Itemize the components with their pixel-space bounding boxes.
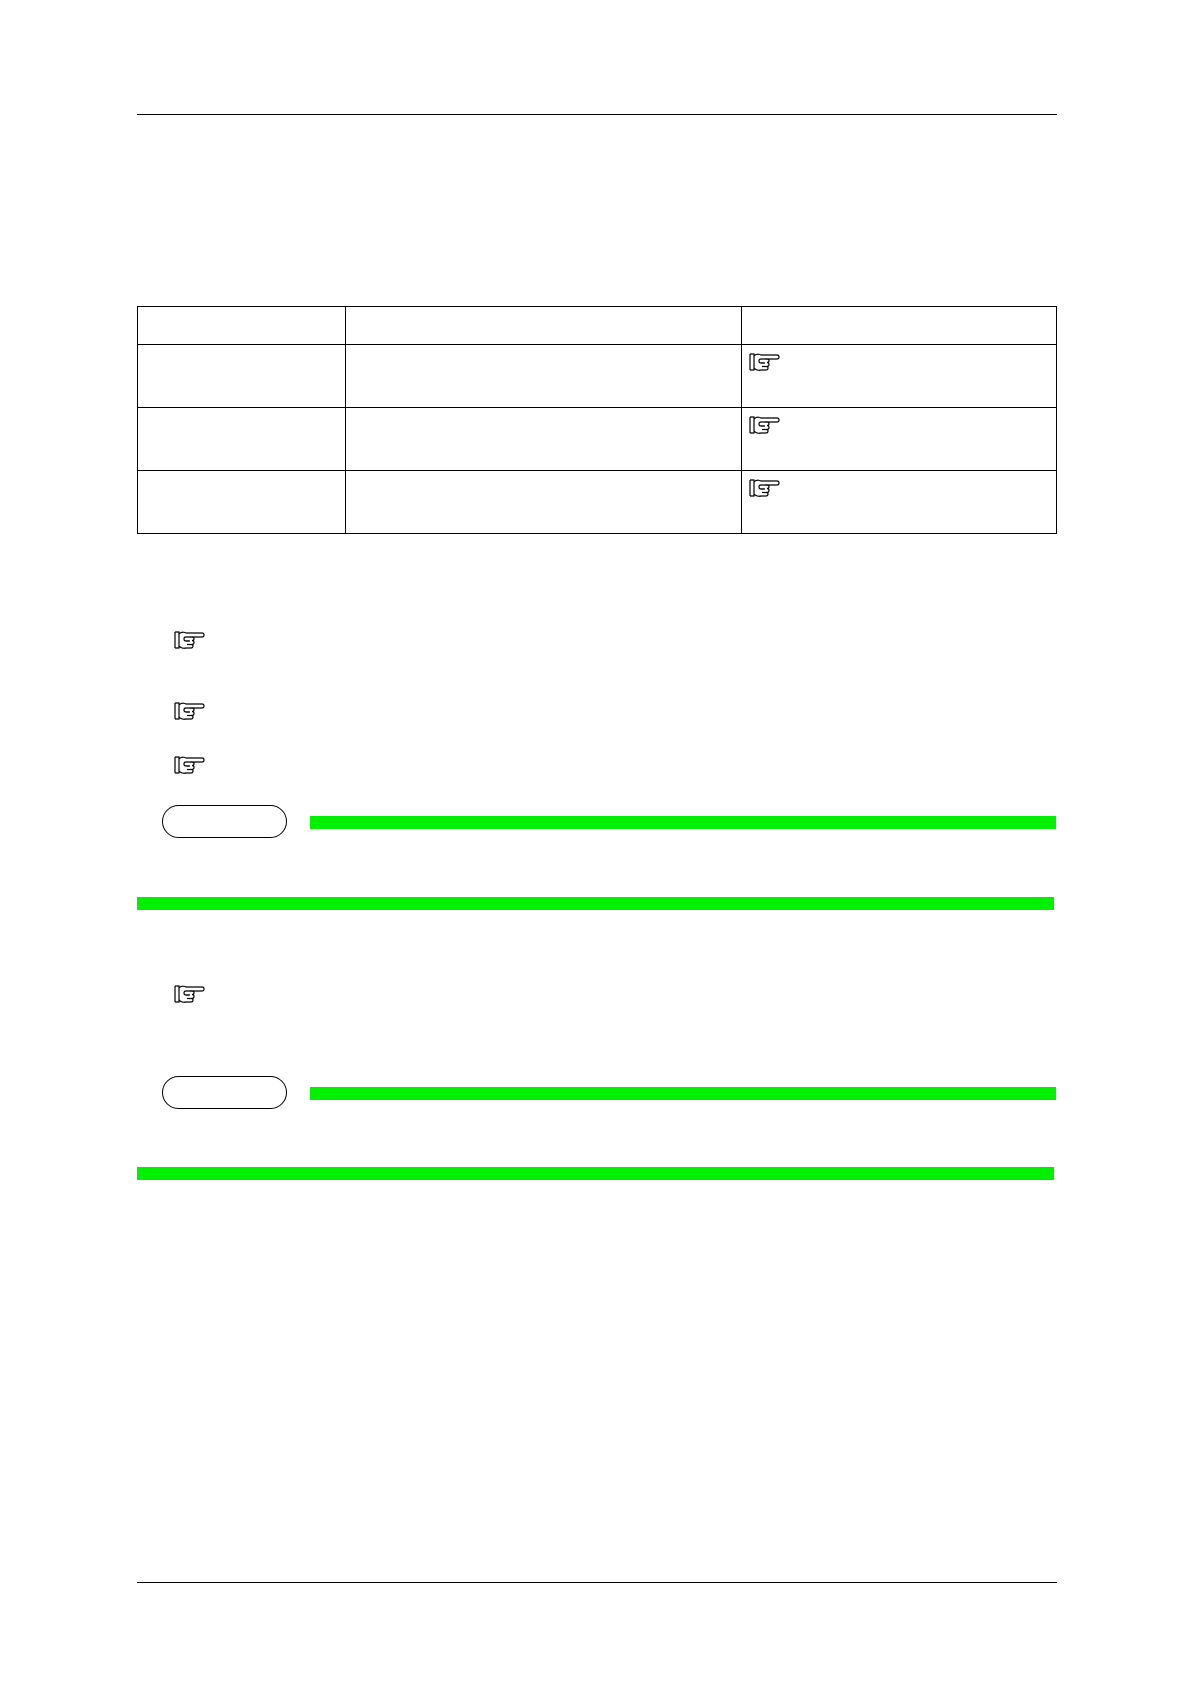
pointing-hand-icon — [748, 351, 780, 373]
pointing-hand-icon — [748, 414, 780, 436]
table-header-cell — [346, 307, 742, 345]
pointing-hand-icon — [173, 700, 205, 722]
table-row — [138, 471, 1057, 534]
table-cell — [346, 471, 742, 534]
reference-item — [173, 754, 205, 776]
table-cell-reference — [741, 408, 1056, 471]
table-row — [138, 345, 1057, 408]
table-cell-reference — [741, 345, 1056, 408]
table-header-cell — [741, 307, 1056, 345]
header-rule — [137, 114, 1057, 115]
note-top-bar — [310, 1087, 1056, 1100]
table-cell — [138, 345, 346, 408]
table-cell — [346, 408, 742, 471]
reference-table — [137, 306, 1057, 534]
reference-item — [173, 629, 205, 651]
note-label — [162, 805, 287, 838]
reference-item — [173, 983, 205, 1005]
note-label — [162, 1076, 287, 1109]
table-cell — [138, 408, 346, 471]
table-cell-reference — [741, 471, 1056, 534]
table-header-cell — [138, 307, 346, 345]
table-row — [138, 408, 1057, 471]
table-cell — [138, 471, 346, 534]
pointing-hand-icon — [748, 477, 780, 499]
pointing-hand-icon — [173, 983, 205, 1005]
reference-item — [173, 700, 205, 722]
pointing-hand-icon — [173, 754, 205, 776]
note-bottom-bar — [137, 1167, 1054, 1180]
table-header-row — [138, 307, 1057, 345]
note-top-bar — [310, 816, 1056, 829]
footer-rule — [137, 1582, 1057, 1583]
pointing-hand-icon — [173, 629, 205, 651]
note-bottom-bar — [137, 897, 1054, 910]
table-cell — [346, 345, 742, 408]
